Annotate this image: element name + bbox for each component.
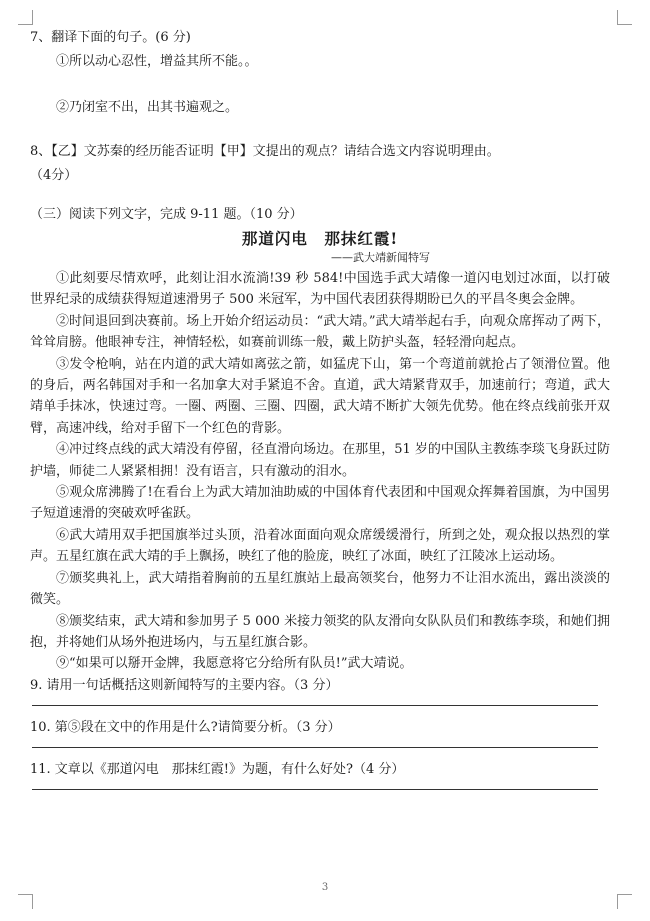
article-paragraph-9: ⑨“如果可以掰开金牌，我愿意将它分给所有队员!”武大靖说。: [56, 656, 413, 672]
article-paragraph-4: ④冲过终点线的武大靖没有停留，径直滑向场边。在那里，51 岁的中国队主教练李琰飞身跃过防护墙，师徒二人紧紧相拥！没有语言，只有激动的泪水。: [30, 442, 610, 479]
article-paragraph-2: ②时间退回到决赛前。场上开始介绍运动员：“武大靖。”武大靖举起右手，向观众席挥动了两下，耸耸肩膀。他眼神专注，神情轻松，如赛前训练一般，戴上防护头盔，轻轻滑向起点。: [30, 313, 610, 351]
article-title: 那道闪电 那抹红霞!: [241, 229, 399, 248]
page-number: 3: [321, 882, 329, 893]
article-paragraph-3: ③发令枪响，站在内道的武大靖如离弦之箭，如猛虎下山，第一个弯道前就抢占了领滑位置。他的身后，两名韩国对手和一名加拿大对手紧追不舍。直道，武大靖紧背双手，加速前行；弯道，武大靖单手抹冰，快速过弯。一圈、两圈、三圈、四圈，武大靖不断扩大领先优势。他在终点线前张开双臂，高速冲线，给对手留下一个红色的背影。: [30, 356, 610, 436]
page-content: [30, 26, 610, 801]
question-11: 11. 文章以《那道闪电 那抹红霞!》为题，有什么好处?（4 分）: [30, 761, 405, 777]
question-8-score: （4分）: [30, 168, 78, 183]
question-10: 10. 第⑤段在文中的作用是什么?请简要分析。（3 分）: [30, 719, 341, 735]
question-9: 9. 请用一句话概括这则新闻特写的主要内容。（3 分）: [30, 677, 339, 693]
section-3-heading: （三）阅读下列文字，完成 9-11 题。（10 分）: [30, 207, 303, 222]
article-paragraph-1: ①此刻要尽情欢呼，此刻让泪水流淌!39 秒 584!中国选手武大靖像一道闪电划过冰面，以打破世界纪录的成绩获得短道速滑男子 500 米冠军，为中国代表团获得期盼已久的平昌冬奥会金牌。: [30, 271, 610, 308]
corner-mark-top-left: [18, 10, 33, 25]
answer-line-9[interactable]: [32, 705, 598, 706]
question-7-sentence-2: ②乃闭室不出，出其书遍观之。: [56, 100, 239, 115]
question-7-stem: 7、翻译下面的句子。(6 分): [30, 30, 191, 45]
question-8-stem: 8、【乙】文苏秦的经历能否证明【甲】文提出的观点？请结合选文内容说明理由。: [30, 144, 500, 159]
answer-line-10[interactable]: [32, 747, 598, 748]
question-7-sentence-1: ①所以动心忍性，增益其所不能。。: [56, 54, 258, 69]
answer-line-11[interactable]: [32, 789, 598, 790]
article-byline: ——武大靖新闻特写: [331, 251, 430, 264]
corner-mark-bottom-right: [617, 894, 632, 909]
article-paragraph-6: ⑥武大靖用双手把国旗举过头顶，沿着冰面面向观众席缓缓滑行，所到之处，观众报以热烈的掌声。五星红旗在武大靖的手上飘扬，映红了他的脸庞，映红了冰面，映红了江陵冰上运动场。: [30, 527, 610, 565]
article-paragraph-7: ⑦颁奖典礼上，武大靖指着胸前的五星红旗站上最高领奖台，他努力不让泪水流出，露出淡淡的微笑。: [30, 570, 610, 608]
article-paragraph-5: ⑤观众席沸腾了!在看台上为武大靖加油助威的中国体育代表团和中国观众挥舞着国旗，为中国男子短道速滑的突破欢呼雀跃。: [30, 485, 610, 522]
article-paragraph-8: ⑧颁奖结束，武大靖和参加男子 5 000 米接力领奖的队友滑向女队队员们和教练李琰，和她们拥抱，并将她们从场外抱进场内，与五星红旗合影。: [30, 613, 610, 650]
corner-mark-top-right: [617, 10, 632, 25]
corner-mark-bottom-left: [18, 894, 33, 909]
